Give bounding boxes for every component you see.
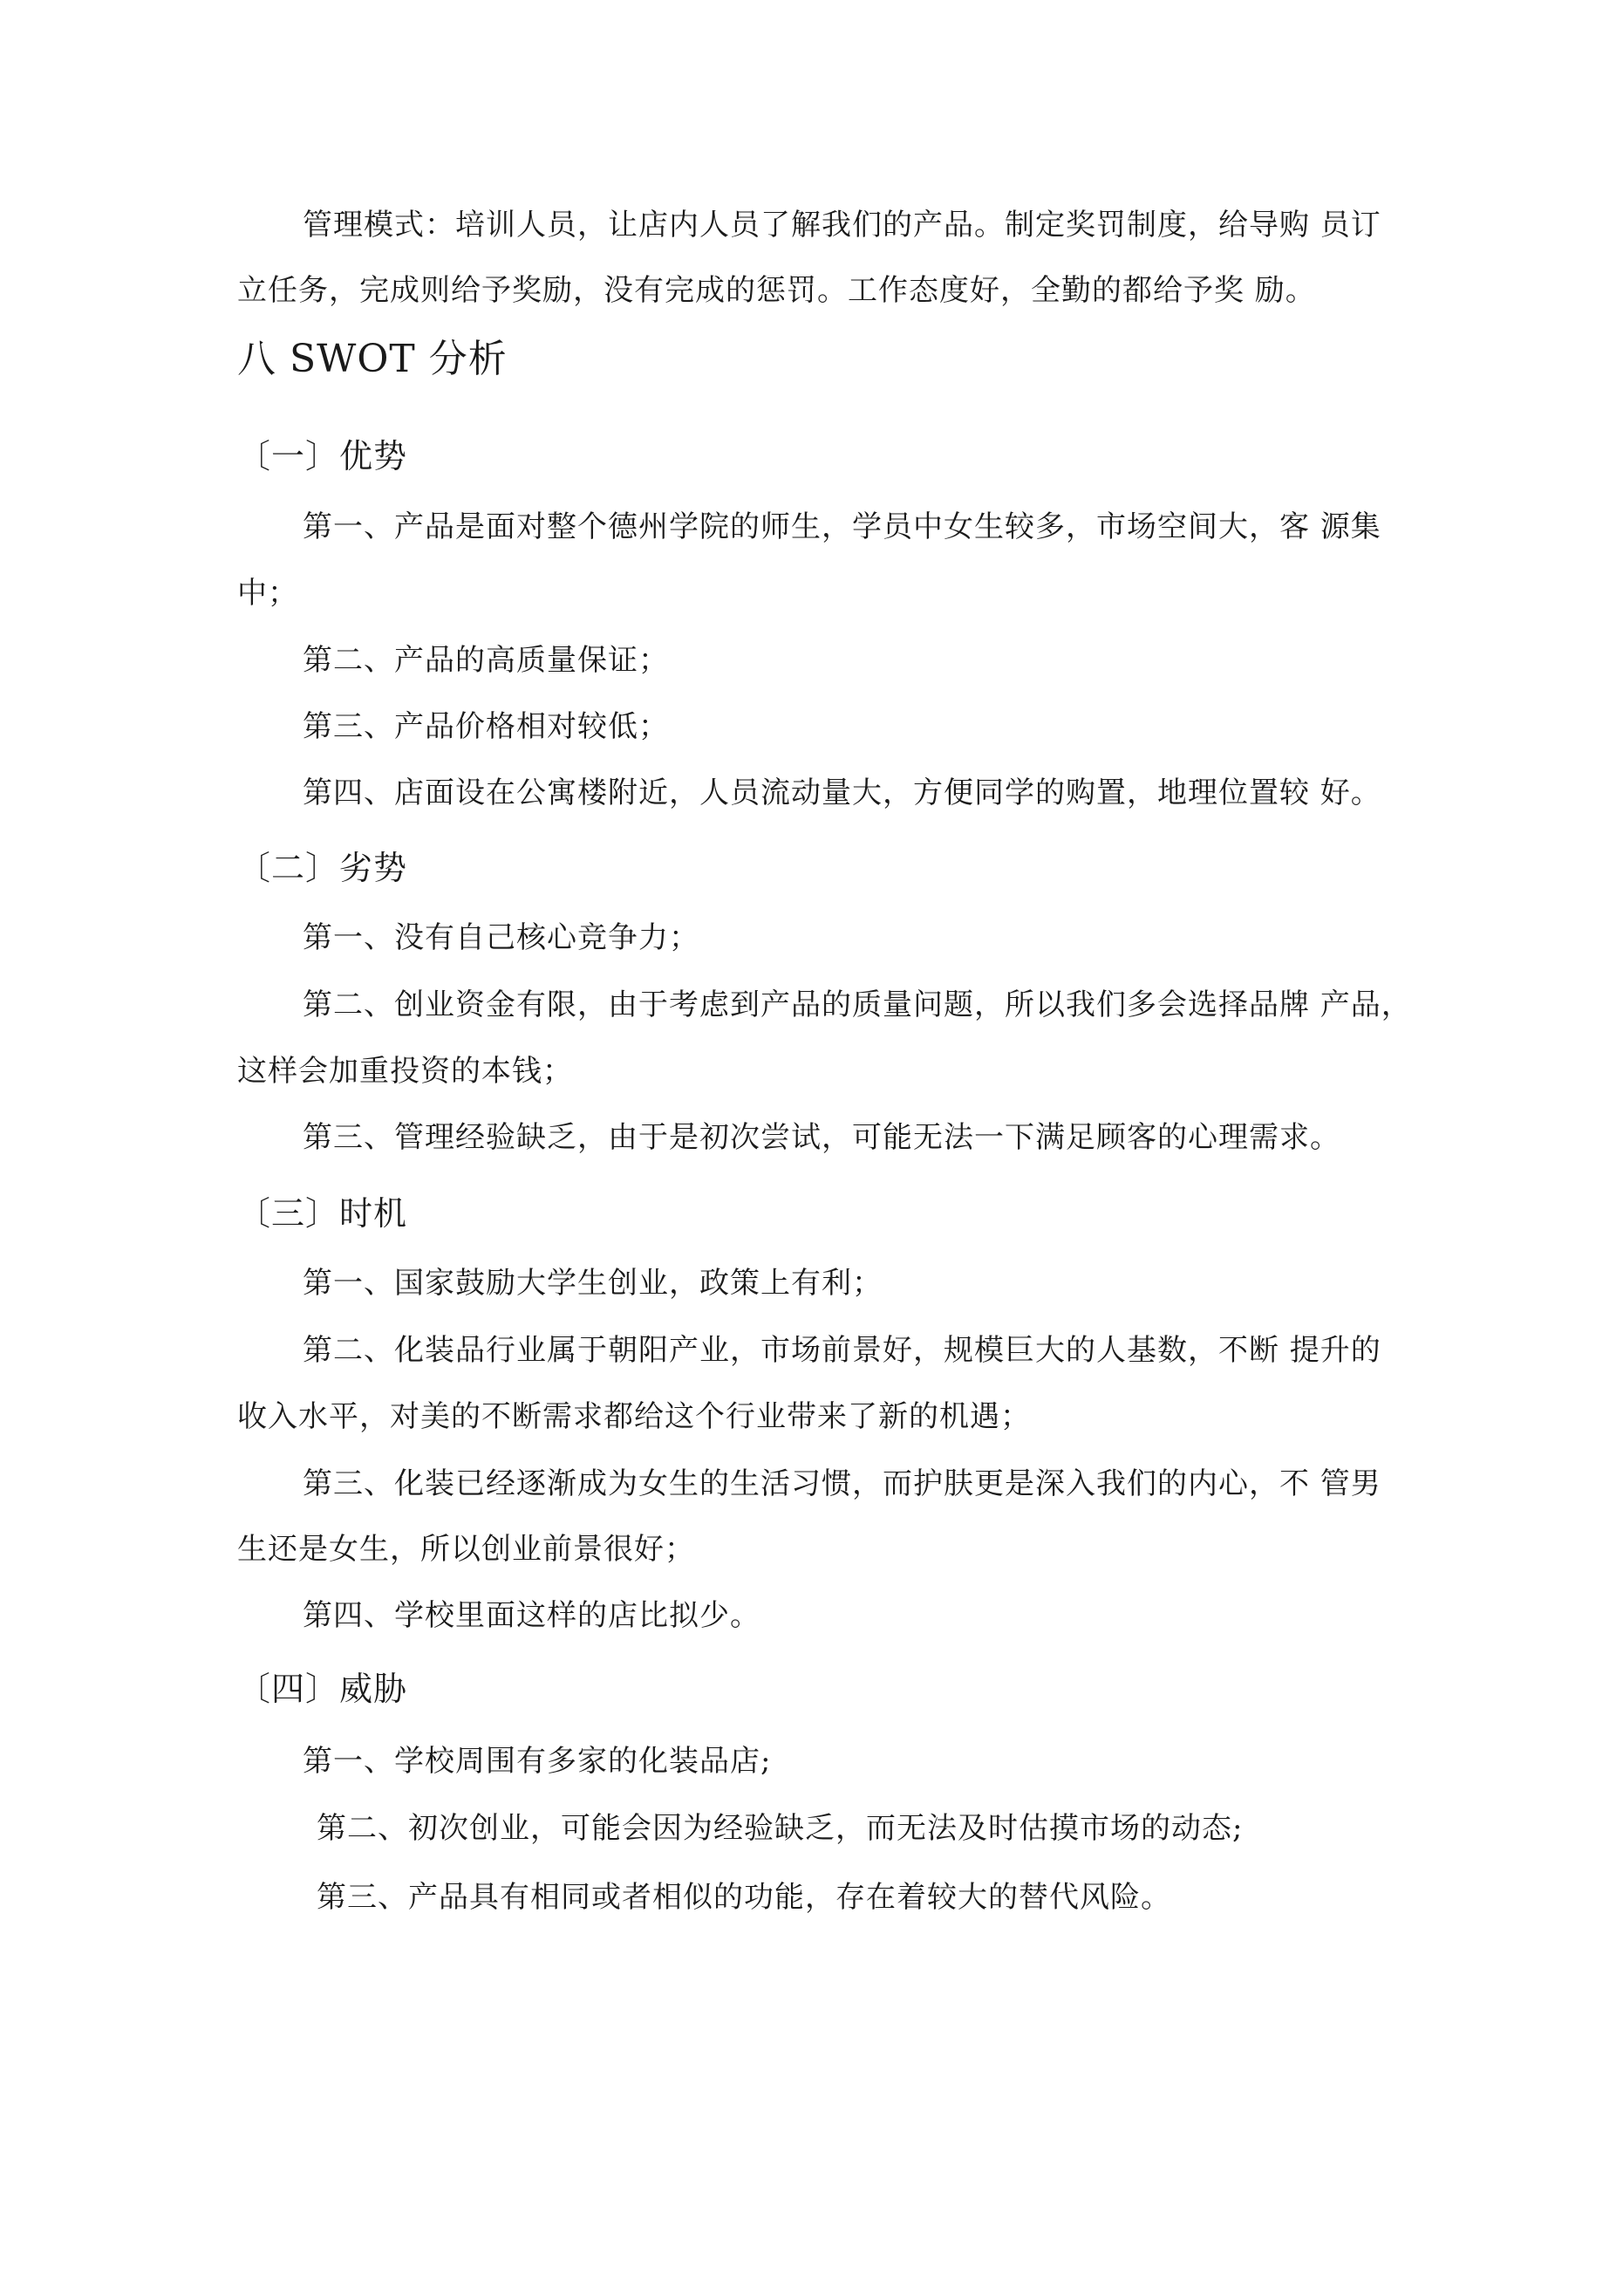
weaknesses-heading: 〔二〕劣势 [237,849,408,887]
strengths-item-1-line-1: 第一、产品是面对整个德州学院的师生，学员中女生较多，市场空间大，客 源集 [303,509,1381,544]
strengths-heading: 〔一〕优势 [237,437,408,475]
opportunities-item-4: 第四、学校里面这样的店比拟少。 [303,1598,760,1633]
management-line-1: 管理模式：培训人员，让店内人员了解我们的产品。制定奖罚制度，给导购 员订 [303,208,1381,243]
threats-heading: 〔四〕威胁 [237,1670,408,1708]
management-line-2: 立任务，完成则给予奖励，没有完成的惩罚。工作态度好，全勤的都给予奖 励。 [237,273,1316,308]
weaknesses-item-2-line-2: 这样会加重投资的本钱； [237,1054,573,1089]
weaknesses-item-2-line-1: 第二、创业资金有限，由于考虑到产品的质量问题，所以我们多会选择品牌 产品， [303,987,1412,1022]
strengths-item-3: 第三、产品价格相对较低； [303,709,669,744]
opportunities-item-1: 第一、国家鼓励大学生创业，政策上有利； [303,1266,883,1301]
opportunities-item-2-line-1: 第二、化装品行业属于朝阳产业，市场前景好，规模巨大的人基数，不断 提升的 [303,1333,1381,1368]
opportunities-item-3-line-1: 第三、化装已经逐渐成为女生的生活习惯，而护肤更是深入我们的内心，不 管男 [303,1466,1381,1501]
weaknesses-item-3: 第三、管理经验缺乏，由于是初次尝试，可能无法一下满足顾客的心理需求。 [303,1120,1340,1155]
threats-item-2: 第二、初次创业，可能会因为经验缺乏，而无法及时估摸市场的动态; [317,1811,1244,1846]
opportunities-item-2-line-2: 收入水平，对美的不断需求都给这个行业带来了新的机遇； [237,1399,1031,1434]
opportunities-item-3-line-2: 生还是女生，所以创业前景很好； [237,1532,695,1567]
section-title: 八 SWOT 分析 [237,337,508,381]
weaknesses-item-1: 第一、没有自己核心竞争力； [303,920,699,955]
strengths-item-2: 第二、产品的高质量保证； [303,643,669,678]
strengths-item-4: 第四、店面设在公寓楼附近，人员流动量大，方便同学的购置，地理位置较 好。 [303,776,1381,810]
threats-item-1: 第一、学校周围有多家的化装品店; [303,1744,772,1779]
strengths-item-1-line-2: 中； [237,576,298,611]
opportunities-heading: 〔三〕时机 [237,1194,408,1233]
threats-item-3: 第三、产品具有相同或者相似的功能，存在着较大的替代风险。 [317,1880,1171,1915]
